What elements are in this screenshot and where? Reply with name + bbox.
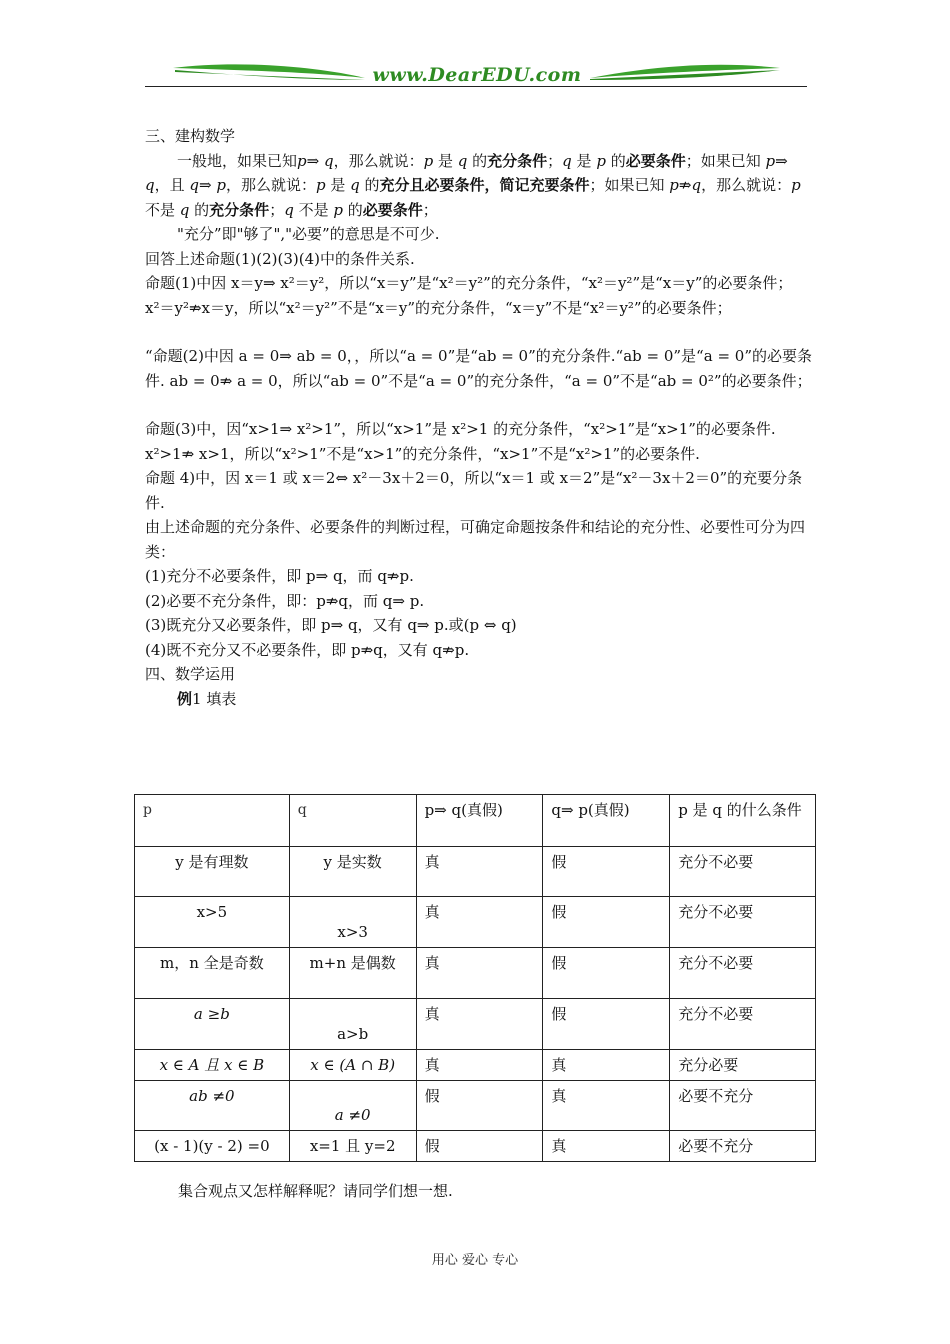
cell-condition: 必要不充分 — [670, 1081, 816, 1131]
cell-q-implies-p: 真 — [543, 1131, 670, 1162]
header-q-implies-p: q⇒ p(真假) — [543, 795, 670, 847]
definition-paragraph: 一般地，如果已知p⇒ q，那么就说：p 是 q 的充分条件；q 是 p 的必要条件；如果已知 p⇒ q，且 q⇒ p，那么就说：p 是 q 的充分且必要条件，简记充要条件；如果已知 p⇏q，那么就说：p 不是 q 的充分条件；q 不是 p 的必要条件； — [145, 151, 801, 219]
page-header — [145, 58, 807, 90]
table-row — [135, 1131, 816, 1162]
main-content — [145, 124, 815, 711]
cell-condition: 充分不必要 — [670, 897, 816, 948]
cell-condition: 充分不必要 — [670, 948, 816, 999]
meaning-note: "充分”即"够了","必要”的意思是不可少. — [177, 225, 440, 243]
example-heading: 例1 填表 — [177, 689, 237, 708]
cell-q: a>b — [289, 999, 416, 1050]
header-p-implies-q: p⇒ q(真假) — [416, 795, 543, 847]
cell-q-implies-p: 真 — [543, 1050, 670, 1081]
cell-p-implies-q: 真 — [416, 847, 543, 897]
category-3: (3)既充分又必要条件，即 p⇒ q，又有 q⇒ p.或(p ⇔ q) — [145, 616, 517, 634]
section4-title: 四、数学运用 — [145, 665, 236, 683]
cell-p: y 是有理数 — [135, 847, 290, 897]
cell-p: x ∈ A 且 x ∈ B — [135, 1050, 290, 1081]
proposition-2: “命题(2)中因 a = 0⇒ ab = 0，，所以“a = 0”是“ab = 0”的充分条件.“ab = 0”是“a = 0”的必要条件. ab = 0⇏ a = 0，所以“ab = 0”不是“a = 0”的充分条件，“a = 0”不是“ab = 0²”的必要条件； — [145, 347, 812, 390]
cell-q: m+n 是偶数 — [289, 948, 416, 999]
closing-question: 集合观点又怎样解释呢？请同学们想一想. — [178, 1182, 453, 1200]
category-1: (1)充分不必要条件，即 p⇒ q，而 q⇏p. — [145, 567, 414, 585]
cell-q: a ≠0 — [289, 1081, 416, 1131]
cell-p-implies-q: 假 — [416, 1131, 543, 1162]
table-row — [135, 847, 816, 897]
question-line: 回答上述命题(1)(2)(3)(4)中的条件关系. — [145, 249, 415, 268]
cell-p-implies-q: 真 — [416, 999, 543, 1050]
cell-p-implies-q: 真 — [416, 897, 543, 948]
cell-p-implies-q: 假 — [416, 1081, 543, 1131]
header-q: q — [289, 795, 416, 847]
cell-p: a ≥b — [135, 999, 290, 1050]
proposition-1: 命题(1)中因 x＝y⇒ x²＝y²，所以“x＝y”是“x²＝y²”的充分条件，“x²＝y²”是“x＝y”的必要条件； — [145, 274, 793, 292]
cell-q: x>3 — [289, 897, 416, 948]
cell-q-implies-p: 真 — [543, 1081, 670, 1131]
site-url[interactable]: www.DearEDU.com — [372, 64, 582, 86]
cell-condition: 充分必要 — [670, 1050, 816, 1081]
cell-p: (x - 1)(y - 2) =0 — [135, 1131, 290, 1162]
cell-p: ab ≠0 — [135, 1081, 290, 1131]
table-row — [135, 948, 816, 999]
cell-q-implies-p: 假 — [543, 847, 670, 897]
cell-p-implies-q: 真 — [416, 1050, 543, 1081]
cell-q: x=1 且 y=2 — [289, 1131, 416, 1162]
cell-q: x ∈ (A ∩ B) — [289, 1050, 416, 1081]
proposition-1-converse: x²＝y²⇏x＝y，所以“x²＝y²”不是“x＝y”的充分条件，“x＝y”不是“x²＝y²”的必要条件； — [145, 298, 732, 317]
header-condition-type: p 是 q 的什么条件 — [670, 795, 816, 847]
header-p: p — [135, 795, 290, 847]
cell-q-implies-p: 假 — [543, 897, 670, 948]
table-row — [135, 1050, 816, 1081]
cell-condition: 充分不必要 — [670, 999, 816, 1050]
page-footer: 用心 爱心 专心 — [431, 1253, 519, 1268]
cell-condition: 必要不充分 — [670, 1131, 816, 1162]
category-4: (4)既不充分又不必要条件，即 p⇏q，又有 q⇏p. — [145, 640, 470, 659]
category-2: (2)必要不充分条件，即：p⇏q，而 q⇒ p. — [145, 591, 425, 610]
cell-condition: 充分不必要 — [670, 847, 816, 897]
proposition-3: 命题(3)中，因“x>1⇒ x²>1”，所以“x>1”是 x²>1 的充分条件，“x²>1”是“x>1”的必要条件. x²>1⇏ x>1，所以“x²>1”不是“x>1”的充分条件，“x>1”不是“x²>1”的必要条件. — [145, 420, 776, 463]
table-row — [135, 1081, 816, 1131]
cell-q-implies-p: 假 — [543, 948, 670, 999]
table-row — [135, 897, 816, 948]
table-row — [135, 999, 816, 1050]
section-title: 三、建构数学 — [145, 127, 236, 145]
header-divider — [145, 86, 807, 87]
fill-in-table — [134, 794, 816, 1162]
cell-q: y 是实数 — [289, 847, 416, 897]
proposition-4: 命题 4)中，因 x＝1 或 x＝2⇔ x²－3x＋2＝0，所以“x＝1 或 x＝2”是“x²－3x＋2＝0”的充要分条件. — [145, 469, 803, 512]
cell-p-implies-q: 真 — [416, 948, 543, 999]
cell-p: m，n 全是奇数 — [135, 948, 290, 999]
summary-paragraph: 由上述命题的充分条件、必要条件的判断过程，可确定命题按条件和结论的充分性、必要性可分为四类： — [145, 518, 806, 561]
table-header-row — [135, 795, 816, 847]
cell-q-implies-p: 假 — [543, 999, 670, 1050]
cell-p: x>5 — [135, 897, 290, 948]
